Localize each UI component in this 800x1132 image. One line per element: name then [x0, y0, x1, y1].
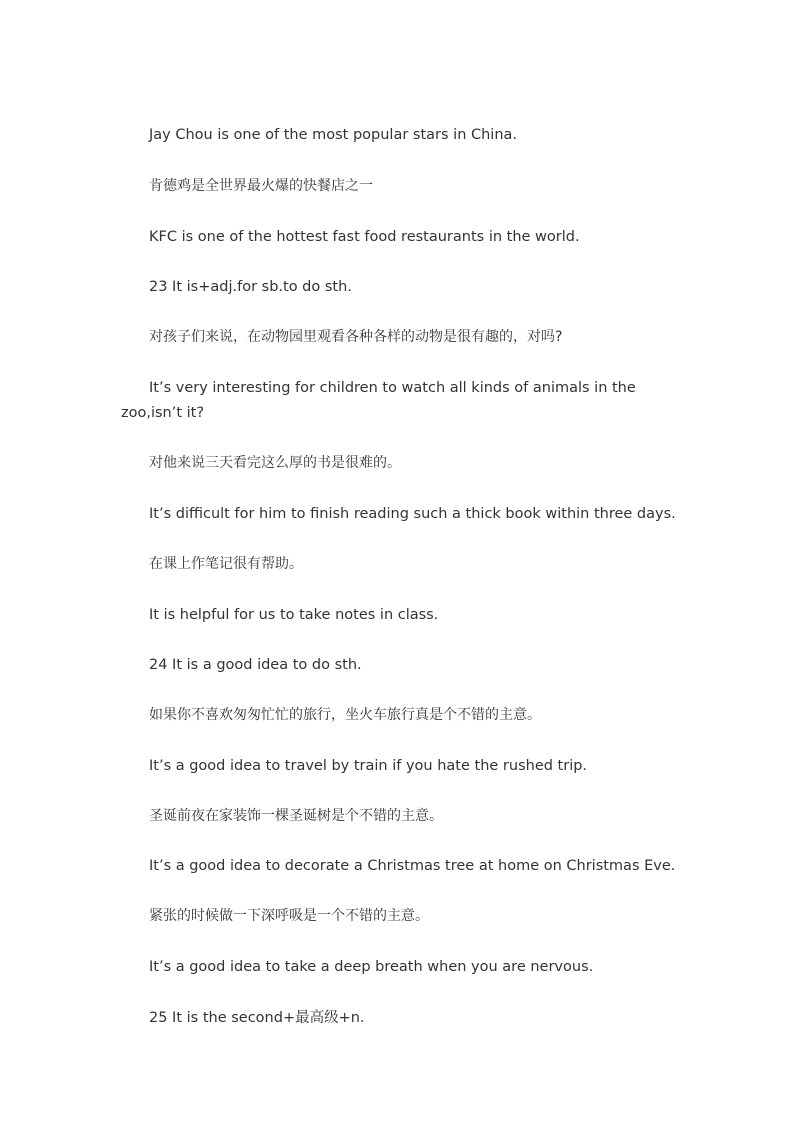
paragraph-english-example: It is helpful for us to take notes in class. [149, 607, 439, 623]
paragraph-chinese-example: 圣诞前夜在家装饰一棵圣诞树是个不错的主意。 [149, 808, 443, 824]
paragraph-english-example: Jay Chou is one of the most popular stars in China. [149, 127, 518, 143]
section-heading-24: 24 It is a good idea to do sth. [149, 657, 362, 673]
paragraph-english-example: It’s a good idea to take a deep breath when you are nervous. [149, 959, 594, 975]
paragraph-english-example: KFC is one of the hottest fast food restaurants in the world. [149, 229, 580, 245]
section-heading-25: 25 It is the second+最高级+n. [149, 1010, 365, 1026]
section-heading-23: 23 It is+adj.for sb.to do sth. [149, 279, 352, 295]
paragraph-english-example: It’s a good idea to travel by train if you hate the rushed trip. [149, 758, 588, 774]
paragraph-chinese-example: 对他来说三天看完这么厚的书是很难的。 [149, 455, 401, 471]
paragraph-chinese-example: 在课上作笔记很有帮助。 [149, 556, 303, 572]
paragraph-chinese-example: 如果你不喜欢匆匆忙忙的旅行，坐火车旅行真是个不错的主意。 [149, 707, 541, 723]
paragraph-english-example: It’s a good idea to decorate a Christmas tree at home on Christmas Eve. [149, 858, 676, 874]
paragraph-english-example: It’s difficult for him to finish reading such a thick book within three days. [149, 506, 676, 522]
paragraph-english-example-continued: zoo,isn’t it? [121, 405, 205, 421]
paragraph-chinese-example: 肯德鸡是全世界最火爆的快餐店之一 [149, 178, 373, 194]
paragraph-chinese-example: 对孩子们来说，在动物园里观看各种各样的动物是很有趣的，对吗? [149, 329, 563, 345]
paragraph-chinese-example: 紧张的时候做一下深呼吸是一个不错的主意。 [149, 908, 429, 924]
paragraph-english-example: It’s very interesting for children to watch all kinds of animals in the [149, 380, 636, 396]
